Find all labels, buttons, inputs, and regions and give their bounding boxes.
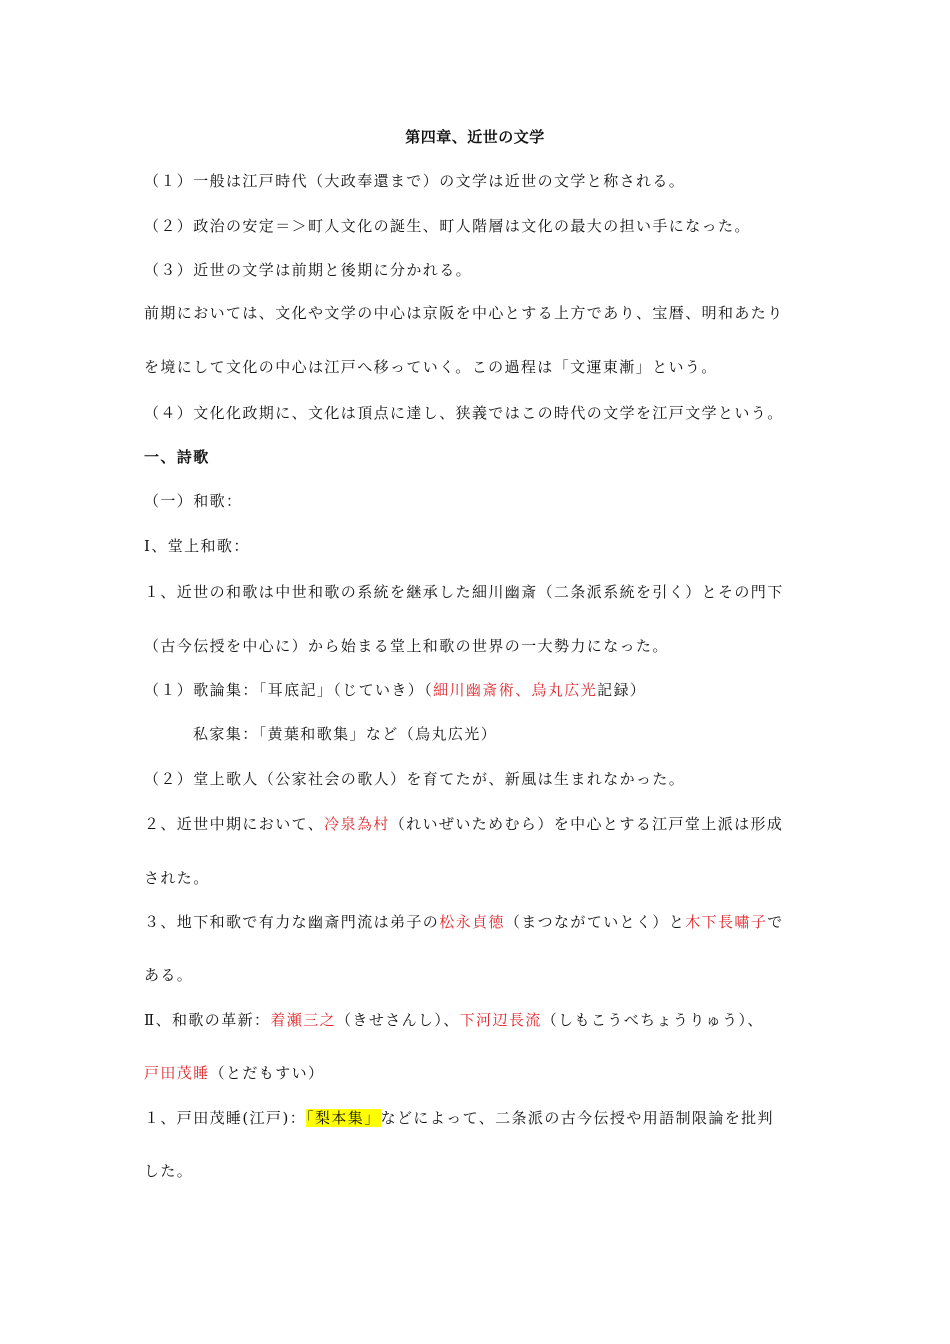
item-3-line-1	[144, 912, 784, 932]
red-names: 細川幽斎術、烏丸広光	[433, 681, 598, 699]
subsection-doujou-waka: Ⅰ、堂上和歌：	[144, 537, 250, 555]
section-waka-reform-line-2	[144, 1063, 324, 1083]
red-name: 冷泉為村	[324, 815, 390, 833]
text: （しもこうべちょうりゅう）、	[541, 1011, 764, 1029]
item-1-line-2: （古今伝授を中心に）から始まる堂上和歌の世界の一大勢力になった。	[144, 637, 669, 655]
item-2-line-2: された。	[144, 869, 210, 887]
text: Ⅱ、和歌の革新：	[144, 1011, 271, 1029]
red-name: 着瀬三之	[270, 1011, 337, 1029]
paragraph-4-line-2: を境にして文化の中心は江戸へ移っていく。この過程は「文運東漸」という。	[144, 358, 718, 376]
text: ３、地下和歌で有力な幽斎門流は弟子の	[144, 913, 440, 931]
paragraph-2: （２）政治の安定＝＞町人文化の誕生、町人階層は文化の最大の担い手になった。	[144, 217, 751, 235]
highlighted-title: 「梨本集」	[306, 1109, 381, 1127]
section-heading-poetry: 一、詩歌	[144, 448, 210, 466]
text: で	[767, 913, 784, 931]
item-1-line-1: １、近世の和歌は中世和歌の系統を継承した細川幽斎（二条派系統を引く）とその門下	[144, 583, 784, 601]
chapter-title: 第四章、近世の文学	[405, 128, 545, 146]
text: ２、近世中期において、	[144, 815, 325, 833]
item-shikashu: 私家集：「黄葉和歌集」など（烏丸広光）	[193, 725, 498, 743]
red-name: 下河辺長流	[459, 1011, 542, 1029]
red-name: 松永貞徳	[439, 913, 505, 931]
subsection-waka: （一）和歌：	[144, 492, 243, 510]
paragraph-1: （１）一般は江戸時代（大政奉還まで）の文学は近世の文学と称される。	[144, 172, 686, 190]
paragraph-3: （３）近世の文学は前期と後期に分かれる。	[144, 261, 473, 279]
red-name: 木下長嘯子	[685, 913, 768, 931]
item-3-line-2: ある。	[144, 966, 194, 984]
text: １、戸田茂睡(江戸)：	[144, 1109, 307, 1127]
item-toda-line-2: した。	[144, 1162, 194, 1180]
paragraph-5: （４）文化化政期に、文化は頂点に達し、狭義ではこの時代の文学を江戸文学という。	[144, 404, 784, 422]
text: （きせさんし）、	[336, 1011, 460, 1029]
red-name: 戸田茂睡	[144, 1064, 210, 1082]
section-waka-reform-line-1	[144, 1010, 764, 1030]
item-2-line-1	[144, 814, 783, 834]
text: などによって、二条派の古今伝授や用語制限論を批判	[380, 1109, 774, 1127]
text: （１）歌論集：「耳底記」（じていき）（	[144, 681, 434, 699]
text: （れいぜいためむら）を中心とする江戸堂上派は形成	[389, 815, 784, 833]
item-doujou-kajin: （２）堂上歌人（公家社会の歌人）を育てたが、新風は生まれなかった。	[144, 770, 686, 788]
text: 記録）	[597, 681, 647, 699]
text: （とだもすい）	[209, 1064, 325, 1082]
text: （まつながていとく）と	[504, 913, 686, 931]
paragraph-4-line-1: 前期においては、文化や文学の中心は京阪を中心とする上方であり、宝暦、明和あたり	[144, 304, 784, 322]
item-toda-line-1	[144, 1108, 774, 1128]
item-karonshu	[144, 680, 646, 700]
